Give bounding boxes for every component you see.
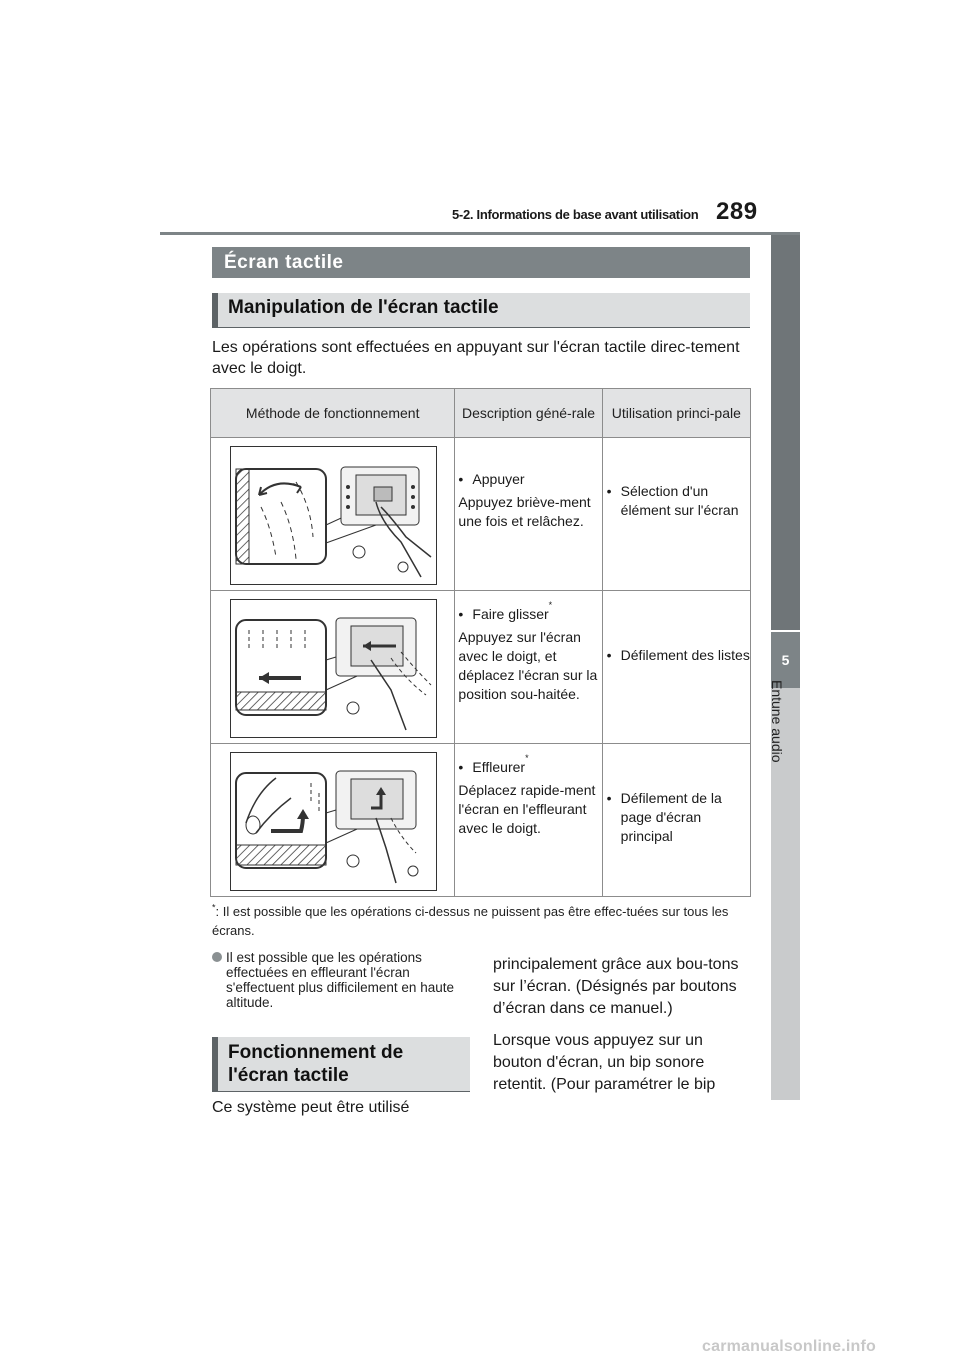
table-header-usage: Utilisation princi-pale: [602, 389, 750, 438]
footnote-asterisk: *: [212, 902, 216, 913]
tap-gesture-illustration: [230, 446, 437, 585]
page-number: 289: [716, 198, 758, 225]
flick-gesture-illustration: [230, 752, 437, 891]
section-title: Écran tactile: [212, 247, 750, 278]
table-header-method: Méthode de fonctionnement: [211, 389, 455, 438]
note-block: [212, 950, 467, 1010]
subsection-title-line2: l'écran tactile: [228, 1065, 349, 1086]
bullet-icon: •: [458, 471, 464, 487]
table-header-description: Description géné-rale: [455, 389, 602, 438]
usage-text: Défilement de la page d'écran principal: [620, 790, 722, 844]
gesture-name-text: Effleurer: [472, 759, 526, 775]
bullet-icon: •: [606, 647, 612, 663]
table-row: [211, 438, 751, 591]
description-cell: [455, 438, 602, 591]
subsection-title-line1: Fonctionnement de: [228, 1042, 404, 1063]
chapter-label: Entune audio: [769, 680, 785, 763]
running-header: 5-2. Informations de base avant utilisation: [452, 207, 699, 222]
gesture-description: Déplacez rapide-ment l'écran en l'effleurant avec le doigt.: [458, 782, 596, 836]
bullet-icon: •: [458, 759, 464, 775]
illustration-cell: [211, 744, 455, 897]
bullet-icon: •: [606, 790, 612, 806]
table-row: [211, 591, 751, 744]
chapter-tab-top: [771, 235, 800, 630]
gesture-name: [458, 470, 597, 488]
note-bullet-icon: [212, 952, 222, 962]
footnote-text: : Il est possible que les opérations ci-dessus ne puissent pas être effec-tuées sur tous les écrans.: [212, 904, 729, 938]
usage-cell: [602, 438, 750, 591]
gesture-name-text: Faire glisser: [472, 606, 549, 622]
watermark: carmanualsonline.info: [702, 1338, 877, 1355]
table-header-row: [211, 389, 751, 438]
gesture-name: • Effleurer *: [458, 753, 529, 775]
intro-paragraph: Les opérations sont effectuées en appuyant sur l'écran tactile direc-tement avec le doigt.: [212, 339, 740, 377]
gesture-table: [210, 388, 751, 897]
gesture-name-text: Appuyer: [472, 471, 525, 487]
subsection-title-operation: [212, 1037, 470, 1092]
table-footnote: [212, 902, 752, 940]
subsection-title-manipulation: [212, 293, 750, 328]
illustration-cell: [211, 438, 455, 591]
usage-text: Défilement des listes: [620, 647, 750, 663]
gesture-description: Appuyez sur l'écran avec le doigt, et déplacez l'écran sur la position sou-haitée.: [458, 629, 598, 702]
bullet-icon: •: [458, 606, 464, 622]
header-rule: [160, 232, 800, 235]
illustration-cell: [211, 591, 455, 744]
subsection-title-text: Manipulation de l'écran tactile: [228, 297, 499, 318]
gesture-description: Appuyez briève-ment une fois et relâchez.: [458, 494, 591, 529]
usage-cell: [602, 591, 750, 744]
body-paragraph: Lorsque vous appuyez sur un bouton d'écran, un bip sonore retentit. (Pour paramétrer le bip: [493, 1032, 716, 1093]
body-text-right: [493, 954, 753, 1106]
description-cell: [455, 744, 602, 897]
body-text-left: Ce système peut être utilisé: [212, 1099, 410, 1116]
note-text: Il est possible que les opérations effectuées en effleurant l'écran s'effectuent plus difficilement en haute altitude.: [226, 950, 454, 1010]
description-cell: [455, 591, 602, 744]
body-paragraph: principalement grâce aux bou-tons sur l’écran. (Désignés par boutons d’écran dans ce manuel.): [493, 956, 739, 1017]
usage-cell: [602, 744, 750, 897]
table-row: [211, 744, 751, 897]
bullet-icon: •: [606, 483, 612, 499]
drag-gesture-illustration: [230, 599, 437, 738]
chapter-number: 5: [771, 632, 800, 688]
usage-text: Sélection d'un élément sur l'écran: [620, 483, 739, 518]
gesture-name: • Faire glisser *: [458, 600, 553, 622]
